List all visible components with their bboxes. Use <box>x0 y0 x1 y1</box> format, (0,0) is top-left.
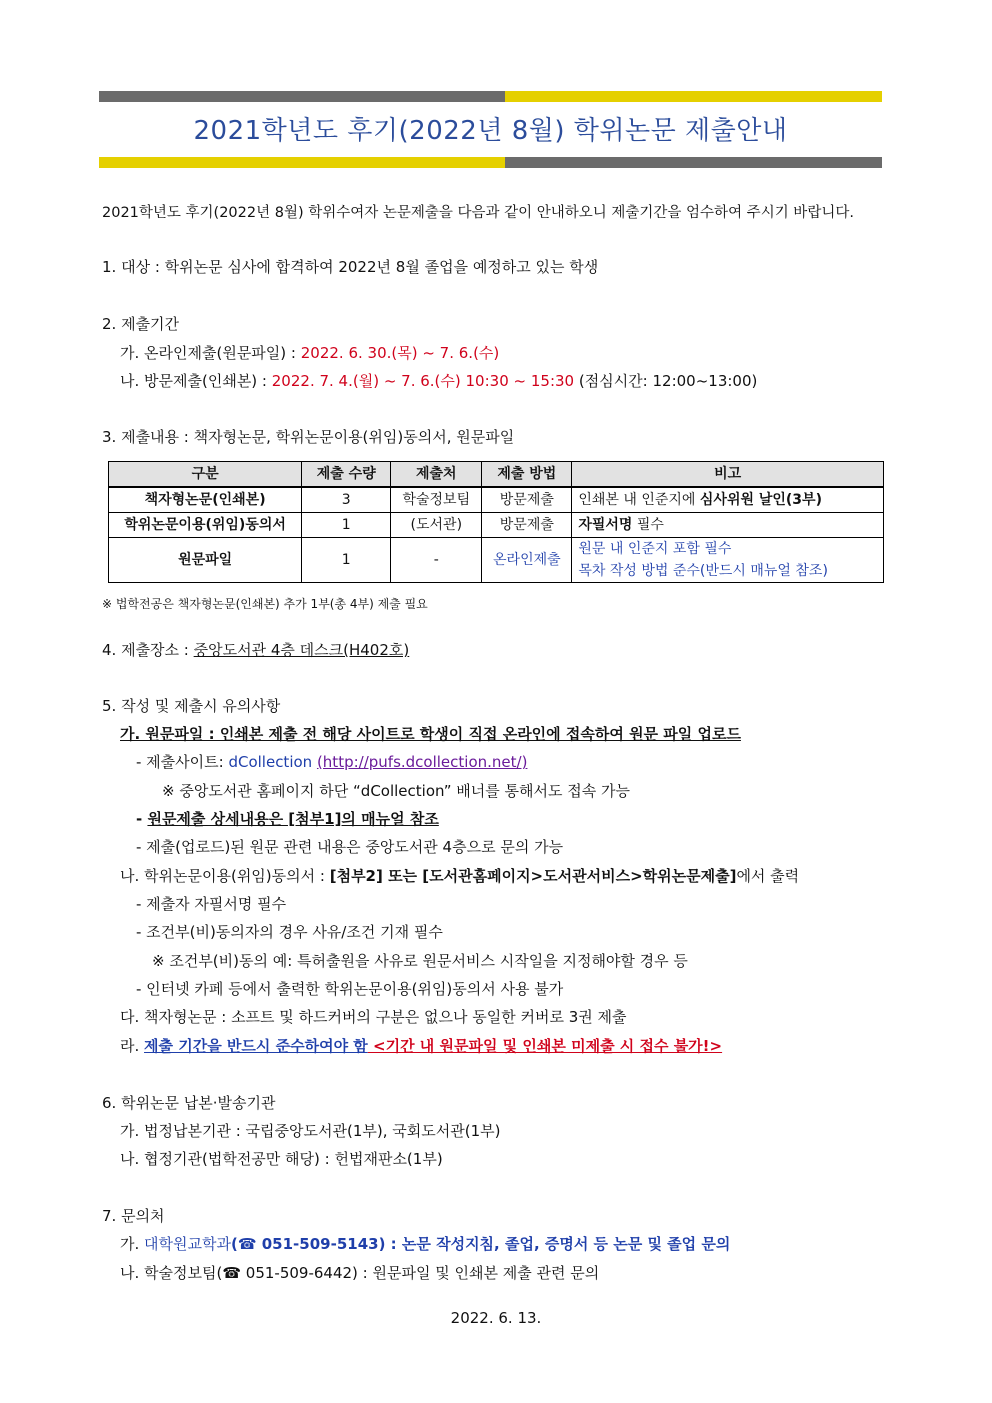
table-header: 제출 방법 <box>482 462 572 488</box>
site-label: - 제출사이트: <box>136 753 229 771</box>
place-label: 4. 제출장소 : <box>102 641 194 659</box>
contact-phone: (☎ 051-509-5143) <box>230 1235 386 1253</box>
row-place: 학술정보팀 <box>391 487 482 513</box>
inquiry-note: - 제출(업로드)된 원문 관련 내용은 중앙도서관 4층으로 문의 가능 <box>136 838 564 856</box>
legal-deposit: 가. 법정납본기관 : 국립중앙도서관(1부), 국회도서관(1부) <box>120 1122 501 1140</box>
table-header: 제출처 <box>391 462 482 488</box>
bar-segment-yellow <box>505 91 882 102</box>
table-header: 비고 <box>572 462 884 488</box>
contact-topics: : 논문 작성지침, 졸업, 증명서 등 논문 및 졸업 문의 <box>385 1235 731 1253</box>
section-6-heading: 6. 학위논문 납본·발송기관 <box>102 1094 276 1112</box>
consent-form-notice <box>120 865 799 886</box>
law-footnote: ※ 법학전공은 책자형논문(인쇄본) 추가 1부(총 4부) 제출 필요 <box>102 597 428 611</box>
agreement-institution: 나. 협정기관(법학전공만 해당) : 헌법재판소(1부) <box>120 1150 443 1168</box>
consent-post: 에서 출력 <box>736 867 800 885</box>
row-method: 방문제출 <box>482 513 572 538</box>
submission-table <box>108 461 884 583</box>
deadline-prefix: 라. <box>120 1037 145 1055</box>
contact-library: 나. 학술정보팀(☎ 051-509-6442) : 원문파일 및 인쇄본 제출 관련 문의 <box>120 1264 600 1282</box>
banner-note: ※ 중앙도서관 홈페이지 하단 “dCollection” 배너를 통해서도 접속 가능 <box>162 782 630 800</box>
online-period-value: 2022. 6. 30.(목) ~ 7. 6.(수) <box>300 344 500 362</box>
original-file-notice: 가. 원문파일 : 인쇄본 제출 전 해당 사이트로 학생이 직접 온라인에 접속하여 원문 파일 업로드 <box>120 725 741 743</box>
section-2-heading: 2. 제출기간 <box>102 315 180 333</box>
consent-label: 나. 학위논문이용(위임)동의서 : <box>120 867 330 885</box>
site-name: dCollection <box>228 753 313 771</box>
remark-text: 필수 <box>632 517 664 533</box>
remark-bold: 자필서명 <box>578 517 633 533</box>
manual-reference-text: 원문제출 상세내용은 [첨부1]의 매뉴얼 참조 <box>147 810 439 828</box>
dash: - <box>136 810 148 828</box>
row-remark <box>572 513 884 538</box>
remark-line: 원문 내 인준지 포함 필수 <box>578 541 732 557</box>
table-header: 구분 <box>109 462 302 488</box>
online-period-label: 가. 온라인제출(원문파일) : <box>120 344 301 362</box>
visit-period <box>120 370 757 391</box>
remark-text: 인쇄본 내 인준지에 <box>578 492 700 508</box>
deadline-text: 제출 기간을 반드시 준수하여야 함 <box>144 1037 368 1055</box>
table-row <box>109 538 884 583</box>
table-header: 제출 수량 <box>302 462 391 488</box>
lunch-note: (점심시간: 12:00~13:00) <box>574 372 758 390</box>
row-qty: 1 <box>302 513 391 538</box>
table-header-row <box>109 462 884 488</box>
condition-required: - 조건부(비)동의자의 경우 사유/조건 기재 필수 <box>136 923 443 941</box>
row-place: - <box>391 538 482 583</box>
table-row <box>109 487 884 513</box>
row-qty: 3 <box>302 487 391 513</box>
row-qty: 1 <box>302 538 391 583</box>
signature-required: - 제출자 자필서명 필수 <box>136 895 287 913</box>
visit-period-value: 2022. 7. 4.(월) ~ 7. 6.(수) 10:30 ~ 15:30 <box>271 372 575 390</box>
row-method: 방문제출 <box>482 487 572 513</box>
row-remark <box>572 538 884 583</box>
row-type: 학위논문이용(위임)동의서 <box>109 513 302 538</box>
contact-graduate <box>120 1233 730 1254</box>
section-3-heading: 3. 제출내용 : 책자형논문, 학위논문이용(위임)동의서, 원문파일 <box>102 428 515 446</box>
row-type: 원문파일 <box>109 538 302 583</box>
site-url-link[interactable]: (http://pufs.dcollection.net/) <box>316 753 528 771</box>
place-value: 중앙도서관 4층 데스크(H402호) <box>193 641 410 659</box>
deadline-red: <기간 내 원문파일 및 인쇄본 미제출 시 접수 불가!> <box>367 1037 723 1055</box>
visit-period-label: 나. 방문제출(인쇄본) : <box>120 372 272 390</box>
remark-bold: 심사위원 날인(3부) <box>699 492 822 508</box>
page-title: 2021학년도 후기(2022년 8월) 학위논문 제출안내 <box>193 116 788 146</box>
condition-example: ※ 조건부(비)동의 예: 특허출원을 사유로 원문서비스 시작일을 지정해야할 경우 등 <box>152 952 688 970</box>
section-7-heading: 7. 문의처 <box>102 1207 165 1225</box>
contact-prefix: 가. <box>120 1235 145 1253</box>
internet-cafe-note: - 인터넷 카페 등에서 출력한 학위논문이용(위임)동의서 사용 불가 <box>136 980 564 998</box>
deadline-warning <box>120 1035 722 1056</box>
section-5-heading: 5. 작성 및 제출시 유의사항 <box>102 697 281 715</box>
bar-segment-gray <box>99 91 505 102</box>
section-4-place <box>102 639 409 660</box>
remark-line: 목차 작성 방법 준수(반드시 매뉴얼 참조) <box>578 563 828 579</box>
intro-text: 2021학년도 후기(2022년 8월) 학위수여자 논문제출을 다음과 같이 안내하오니 제출기간을 엄수하여 주시기 바랍니다. <box>102 205 854 221</box>
online-period <box>120 342 499 363</box>
row-remark <box>572 487 884 513</box>
bar-segment-yellow <box>99 157 505 168</box>
consent-source: [첨부2] 또는 [도서관홈페이지>도서관서비스>학위논문제출] <box>329 867 737 885</box>
bound-thesis-note: 다. 책자형논문 : 소프트 및 하드커버의 구분은 없으나 동일한 커버로 3권 제출 <box>120 1008 627 1026</box>
row-type: 책자형논문(인쇄본) <box>109 487 302 513</box>
document-date: 2022. 6. 13. <box>450 1309 542 1327</box>
bar-segment-gray <box>505 157 882 168</box>
section-1-target: 1. 대상 : 학위논문 심사에 합격하여 2022년 8월 졸업을 예정하고 있는 학생 <box>102 258 599 276</box>
table-row <box>109 513 884 538</box>
contact-dept: 대학원교학과 <box>144 1235 231 1253</box>
submit-site <box>136 751 527 772</box>
manual-reference <box>136 808 439 829</box>
row-place: (도서관) <box>391 513 482 538</box>
title-bar-bottom <box>99 157 882 168</box>
row-method: 온라인제출 <box>482 538 572 583</box>
title-bar-top <box>99 91 882 102</box>
